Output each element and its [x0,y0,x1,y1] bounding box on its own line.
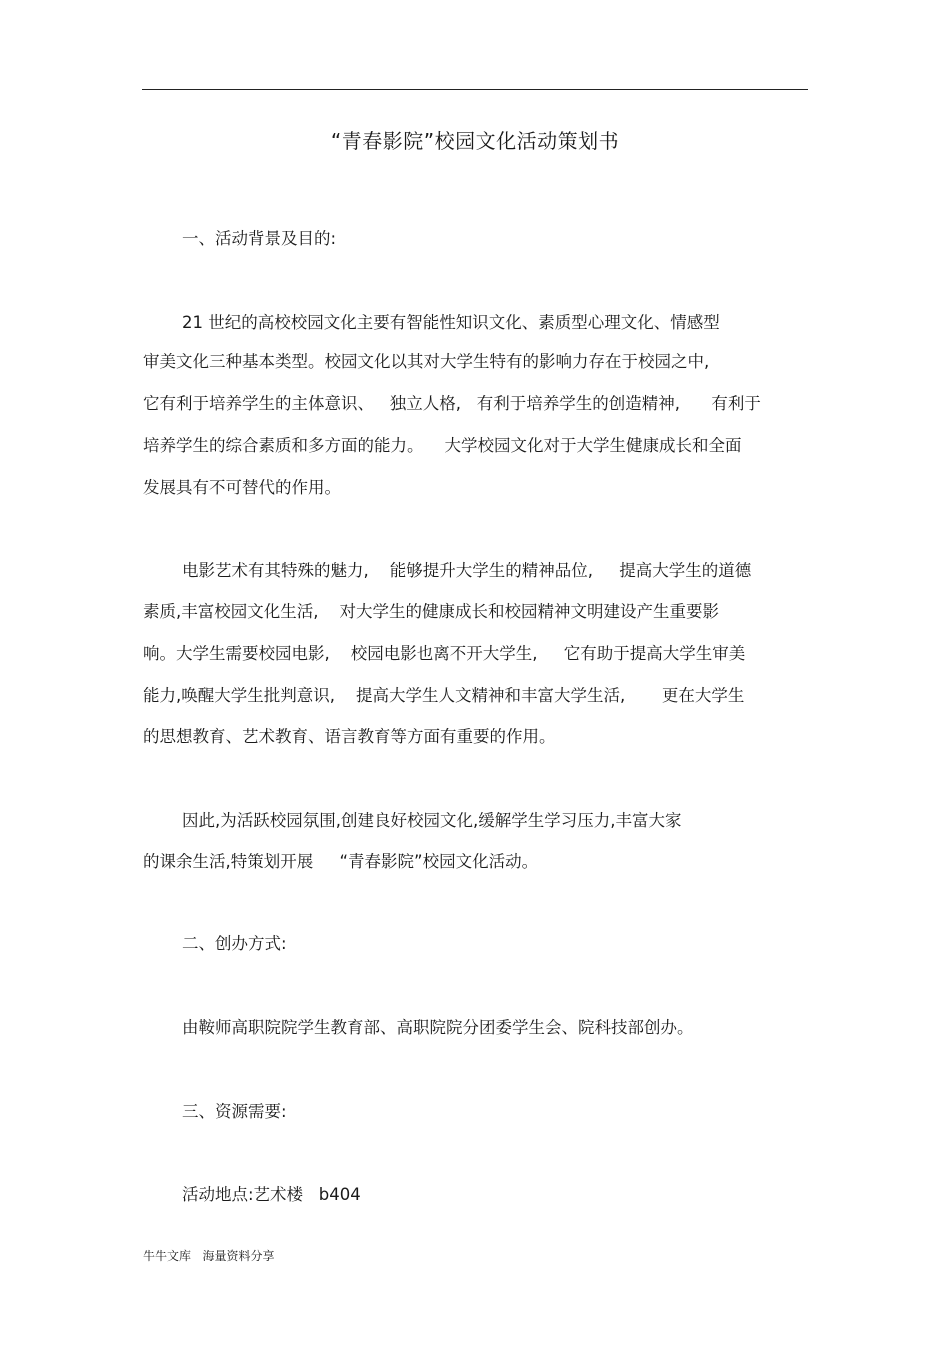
paragraph-line: 素质,丰富校园文化生活, 对大学生的健康成长和校园精神文明建设产生重要影 [143,602,719,621]
paragraph-line: 电影艺术有其特殊的魅力, 能够提升大学生的精神品位, 提高大学生的道德 [182,561,752,580]
paragraph-line: 它有利于培养学生的主体意识、 独立人格, 有利于培养学生的创造精神, 有利于 [143,394,761,413]
venue-line: 活动地点:艺术楼 b404 [182,1185,361,1204]
paragraph-line: 的思想教育、艺术教育、语言教育等方面有重要的作用。 [143,727,556,746]
top-rule [142,89,808,90]
document-title: “青春影院”校园文化活动策划书 [330,129,620,153]
paragraph-line: 培养学生的综合素质和多方面的能力。 大学校园文化对于大学生健康成长和全面 [143,436,742,455]
paragraph-line: 因此,为活跃校园氛围,创建良好校园文化,缓解学生学习压力,丰富大家 [182,811,682,830]
section-body-method: 由鞍师高职院院学生教育部、高职院院分团委学生会、院科技部创办。 [182,1018,694,1037]
paragraph-line: 的课余生活,特策划开展 “青春影院”校园文化活动。 [143,852,539,871]
paragraph-line: 响。大学生需要校园电影, 校园电影也离不开大学生, 它有助于提高大学生审美 [143,644,746,663]
paragraph-line: 审美文化三种基本类型。校园文化以其对大学生特有的影响力存在于校园之中, [143,352,710,371]
paragraph-line: 发展具有不可替代的作用。 [143,478,341,497]
paragraph-line: 21 世纪的高校校园文化主要有智能性知识文化、素质型心理文化、情感型 [182,313,720,332]
section-heading-method: 二、创办方式: [182,934,287,953]
section-heading-background: 一、活动背景及目的: [182,229,337,248]
paragraph-line: 能力,唤醒大学生批判意识, 提高大学生人文精神和丰富大学生活, 更在大学生 [143,686,745,705]
page-footer: 牛牛文库 海量资料分享 [143,1249,275,1263]
section-heading-resources: 三、资源需要: [182,1102,287,1121]
